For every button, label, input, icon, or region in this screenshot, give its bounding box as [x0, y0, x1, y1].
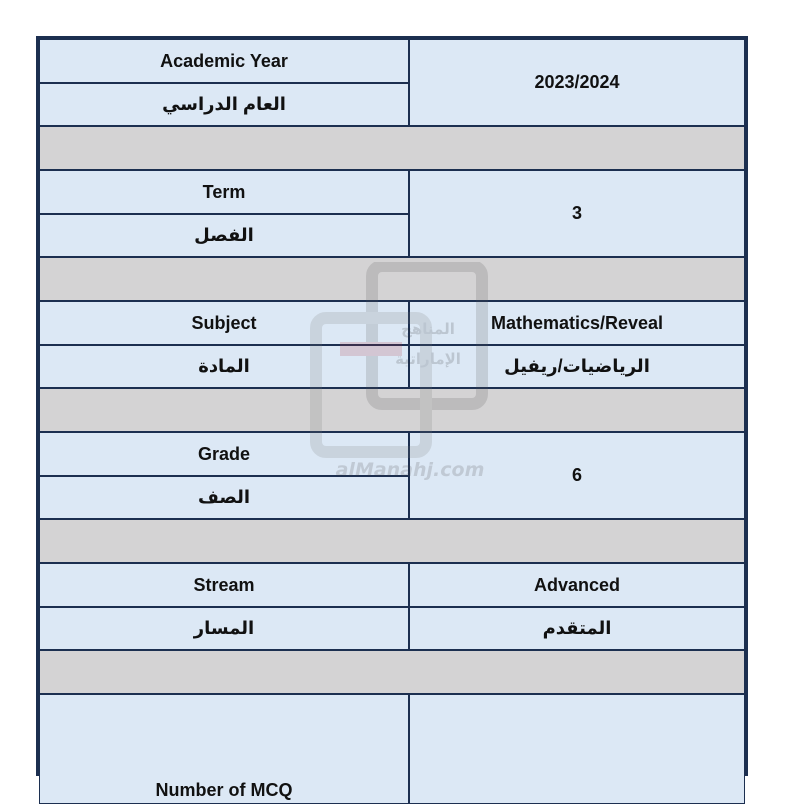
stream-value-ar: المتقدم: [409, 607, 745, 650]
separator-row: [39, 126, 745, 170]
separator-row: [39, 650, 745, 694]
term-label-en: Term: [39, 170, 409, 214]
separator-row: [39, 257, 745, 301]
subject-value-en: Mathematics/Reveal: [409, 301, 745, 345]
stream-value-en: Advanced: [409, 563, 745, 607]
stream-label-ar: المسار: [39, 607, 409, 650]
stream-label-en: Stream: [39, 563, 409, 607]
subject-label-en: Subject: [39, 301, 409, 345]
subject-label-ar: المادة: [39, 345, 409, 388]
grade-label-en: Grade: [39, 432, 409, 476]
mcq-label-text: Number of MCQ: [155, 780, 293, 800]
info-table: [36, 36, 748, 800]
academic-year-value: 2023/2024: [409, 39, 745, 126]
mcq-value: [409, 694, 745, 804]
academic-year-label-en: Academic Year: [39, 39, 409, 83]
term-value: 3: [409, 170, 745, 257]
subject-value-ar: الرياضيات/ريفيل: [409, 345, 745, 388]
term-label-ar: الفصل: [39, 214, 409, 257]
mcq-label-en: [39, 694, 409, 804]
grade-value: 6: [409, 432, 745, 519]
grade-label-ar: الصف: [39, 476, 409, 519]
separator-row: [39, 388, 745, 432]
academic-year-label-ar: العام الدراسي: [39, 83, 409, 126]
separator-row: [39, 519, 745, 563]
